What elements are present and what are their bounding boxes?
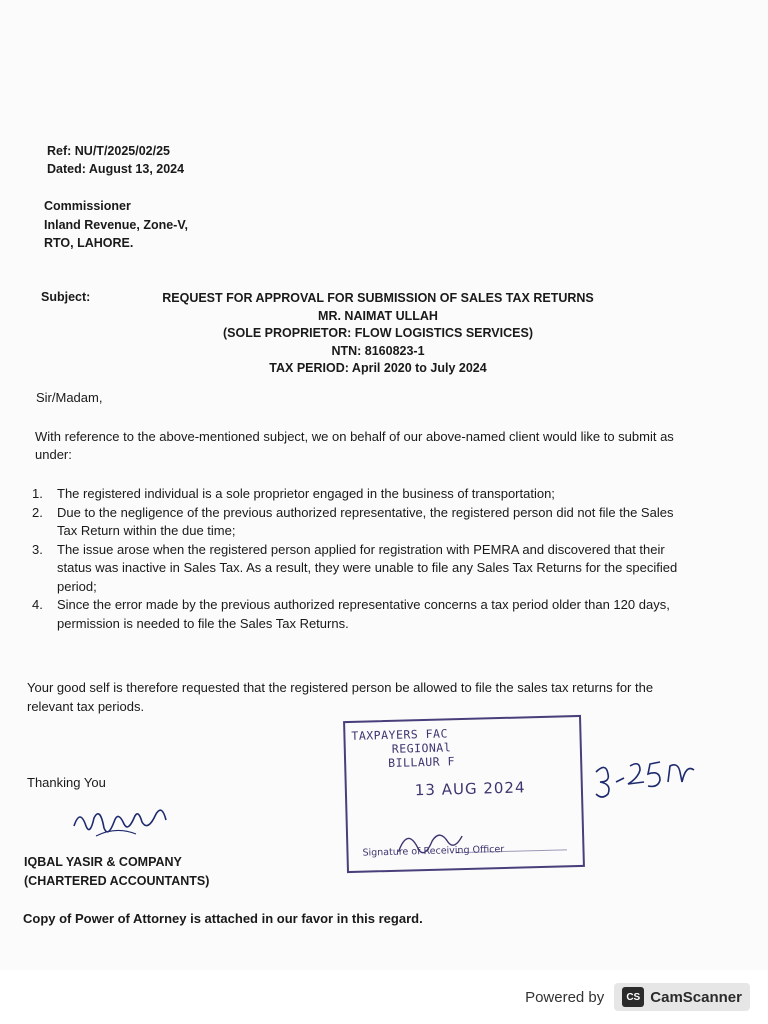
closing: Thanking You <box>27 775 106 790</box>
list-text: Since the error made by the previous authorized representative concerns a tax period older than 120 days, permission is needed to file the Sales Tax Returns. <box>57 597 670 631</box>
intro-paragraph: With reference to the above-mentioned subject, we on behalf of our above-named client would like to submit as under: <box>35 429 674 462</box>
list-item <box>32 485 692 504</box>
list-text: The issue arose when the registered person applied for registration with PEMRA and discovered that their status was inactive in Sales Tax. As a result, they were unable to file any Sales Tax Returns for the specified period; <box>57 541 678 594</box>
subject-block <box>150 290 606 378</box>
camscanner-badge <box>614 983 750 1011</box>
salutation: Sir/Madam, <box>36 390 103 405</box>
attachment-note: Copy of Power of Attorney is attached in our favor in this regard. <box>23 911 423 926</box>
recipient-address <box>44 197 188 253</box>
list-item <box>32 504 692 541</box>
request-paragraph: Your good self is therefore requested that the registered person be allowed to file the sales tax returns for the relevant tax periods. <box>27 680 654 714</box>
powered-by-text: Powered by <box>525 988 605 1006</box>
signature-image <box>66 796 176 846</box>
list-text: Due to the negligence of the previous authorized representative, the registered person did not file the Sales Tax Return within the due time; <box>57 504 674 538</box>
subject-line: REQUEST FOR APPROVAL FOR SUBMISSION OF SALES TAX RETURNS <box>162 291 594 305</box>
list-number: 4. <box>32 597 43 612</box>
recipient-line: Commissioner <box>44 199 131 213</box>
subject-line: TAX PERIOD: April 2020 to July 2024 <box>269 361 487 375</box>
watermark-footer <box>525 983 750 1011</box>
recipient-line: RTO, LAHORE. <box>44 236 134 250</box>
points-list <box>32 485 692 633</box>
list-number: 3. <box>32 541 43 557</box>
stamp-line: BILLAUR F <box>387 754 456 770</box>
subject-line: NTN: 8160823-1 <box>331 343 425 358</box>
list-number: 2. <box>32 504 43 520</box>
list-number: 1. <box>32 486 43 501</box>
stamp-line: REGIONAl <box>391 740 452 756</box>
recipient-line: Inland Revenue, Zone-V, <box>44 217 189 232</box>
stamp-date: 13 AUG 2024 <box>414 778 526 800</box>
subject-label: Subject: <box>41 290 91 304</box>
handwritten-time-image <box>590 752 700 802</box>
firm-name: IQBAL YASIR & COMPANY <box>24 855 182 869</box>
reference-block <box>47 142 184 178</box>
camscanner-brand: CamScanner <box>650 988 742 1006</box>
receipt-stamp <box>343 715 585 873</box>
list-item <box>32 596 692 633</box>
subject-line: MR. NAIMAT ULLAH <box>318 308 438 323</box>
list-item <box>32 541 692 597</box>
firm-designation: (CHARTERED ACCOUNTANTS) <box>24 874 210 888</box>
reference-number: Ref: NU/T/2025/02/25 <box>47 144 170 158</box>
camscanner-logo-icon: CS <box>622 987 644 1007</box>
letter-date: Dated: August 13, 2024 <box>47 162 185 176</box>
stamp-signature-label: Signature of Receiving Officer <box>362 843 505 859</box>
firm-block <box>24 853 209 891</box>
list-text: The registered individual is a sole proprietor engaged in the business of transportation; <box>57 486 555 501</box>
subject-line: (SOLE PROPRIETOR: FLOW LOGISTICS SERVICES) <box>223 326 533 340</box>
stamp-line: TAXPAYERS FAC <box>351 726 449 743</box>
